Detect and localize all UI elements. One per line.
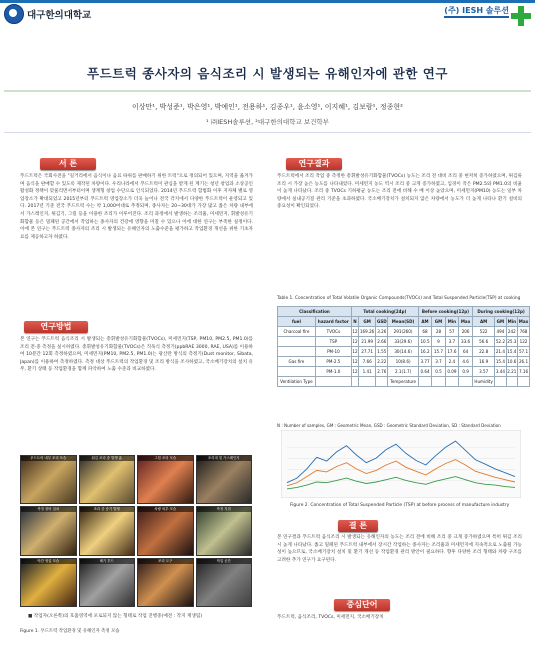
table-cell: 25.3 [506, 337, 517, 347]
table-sub-header: AM [418, 317, 431, 327]
table-cell: 2.1(1.7) [388, 367, 418, 377]
photo [20, 506, 77, 555]
photo [20, 558, 77, 607]
table-sub-header: Max [459, 317, 473, 327]
title-divider [4, 90, 531, 92]
table-top-header: Total cooking(24p) [351, 307, 418, 317]
table-sub-header: fuel [278, 317, 316, 327]
table-cell: Ventilation Type [278, 377, 316, 387]
table-row [278, 337, 530, 347]
table-cell: 7.66 [358, 357, 375, 367]
table-cell: 30(14.6) [388, 347, 418, 357]
table-cell: 57.1 [518, 347, 530, 357]
photo-label: 차량 외부 모습 [138, 507, 193, 512]
table-cell [518, 377, 530, 387]
table-cell: 9 [432, 337, 445, 347]
header-divider [4, 132, 531, 133]
photo [196, 558, 253, 607]
table-cell: 4.6 [459, 357, 473, 367]
section-header-conclusion: 결 론 [338, 520, 378, 532]
company-name: (주) IESH 솔루션 [444, 6, 509, 18]
table-1-caption: Table 1. Concentration of Total Volatile Organic Compounds(TVOCs) and Total Suspended Particle(TSP) at cooking [277, 296, 521, 301]
photo-note: ■ 작업자(오른쪽)의 호흡영역에 포로되지 않는 형태로 작업 진행중(예전 : 작지 재생됨) [28, 614, 203, 619]
table-cell: 15.4 [506, 347, 517, 357]
table-cell: 3.26 [376, 327, 388, 337]
table-cell: 64 [459, 347, 473, 357]
photo-label: 튀김 조리 중 발생 흄 [80, 456, 135, 461]
table-sub-header: GSD [376, 317, 388, 327]
table-cell [432, 377, 445, 387]
method-text: 본 연구는 푸드트럭 음식조리 시 발생되는 총휘발성유기화합물(TVOCs), 미세먼지(TSP, PM10, PM2.5, PM1.0)를 조리 전·중 측정을 실시하였다. 총휘발성유기화합물(TVOCs)은 직독식 측정기(ppbRAE 3000, RAE, USA)를 이용하여 10분간 12회 측정하였으며, 미세먼지(PM10, PM2.5, PM1.0)는 광산란 방식의 측정기(Dust monitor, Sibata, Japan)를 이용하여 측정하였다. 측정 대상 푸드트럭의 작업환경 및 조리 방식을 조사하였고, 국소배기장치의 설치 유무, 환기 상태 등 작업환경을 함께 파악하여 노출 수준과 비교하였다. [20, 337, 253, 373]
photo [79, 455, 136, 504]
table-cell: 33(29.6) [388, 337, 418, 347]
table-cell: 28 [432, 327, 445, 337]
table-sub-header: Min [506, 317, 517, 327]
table-cell: 16.9 [473, 357, 495, 367]
table-sub-header: Mean(SD) [388, 317, 418, 327]
photo [137, 506, 194, 555]
intro-text: 푸드트럭은 국회사전을 "길거리에서 음식이나 음료 따위를 판매하기 위한 트럭"으로 정의되어 있으며, 지역을 옮겨가며 음식을 판매할 수 있도록 제작된 차량이다. 우리나라에서 푸드트럭이 관심을 받게 된 계기는 청년 창업과 소상공인 활성화 정책이 맞물리면서부터이며 생계형 창업 수단으로 인식되었다. 2014년 푸드트럭 합법화 이후 지자체 별로 영업장소가 확대되었고 2015년부터 푸드트럭 영업장소가 더욱 늘어나 전국 각지에서 다양한 푸드트럭이 운영되고 있다. 2017년 기준 전국 푸드트럭 수는 약 1,000여대로 추정되며, 종사자는 20~30대가 가장 많고 좁은 차량 내부에서 가스레인지, 튀김기, 그릴 등을 이용한 조리가 이루어진다. 조리 과정에서 발생하는 조리흄, 미세먼지, 휘발성유기화합물 등은 밀폐된 공간에서 작업하는 종사자의 건강에 영향을 미칠 수 있으나 이에 대한 연구는 부족한 실정이다. 이에 본 연구는 푸드트럭 종사자의 조리 시 발생되는 유해인자의 노출수준을 평가하고 작업환경 개선을 위한 기초자료를 제공하고자 하였다. [20, 174, 253, 240]
table-top-header: During cooking(12p) [473, 307, 530, 317]
top-accent-line [0, 0, 535, 3]
table-cell: 3.7 [432, 357, 445, 367]
data-table [277, 306, 530, 387]
table-cell: 52.2 [495, 337, 506, 347]
table-cell: 242 [506, 327, 517, 337]
photo-label: 측정 지점 [197, 507, 252, 512]
table-row [278, 357, 530, 367]
table-cell [351, 377, 358, 387]
table-row [278, 367, 530, 377]
table-cell: 3.7 [445, 337, 458, 347]
table-cell: 0.9 [459, 367, 473, 377]
table-cell: 1.41 [358, 367, 375, 377]
table-cell: 169.26 [358, 327, 375, 337]
section-header-keywords: 중심단어 [334, 599, 390, 611]
table-sub-header: AM [473, 317, 495, 327]
table-cell: 0.64 [418, 367, 431, 377]
table-cell: 10.5 [418, 337, 431, 347]
table-top-header: Before cooking(12p) [418, 307, 472, 317]
table-cell: 2.66 [376, 337, 388, 347]
keywords-text: 푸드트럭, 음식조리, TVOCs, 미세먼지, 국소배기장치 [277, 615, 384, 620]
table-cell: 12 [351, 347, 358, 357]
table-top-header: Classification [278, 307, 352, 317]
table-cell [278, 337, 316, 347]
table-cell: 27.71 [358, 347, 375, 357]
table-cell: Gas fire [278, 357, 316, 367]
photo [196, 455, 253, 504]
table-cell [278, 367, 316, 377]
table-cell: 57 [445, 327, 458, 337]
photo-grid [20, 455, 252, 607]
table-cell: 122 [518, 337, 530, 347]
photo [137, 558, 194, 607]
photo-label: 작업 공간 [197, 559, 252, 564]
photo-label: 야간 영업 모습 [21, 559, 76, 564]
section-header-intro: 서 론 [40, 158, 96, 170]
result-text: 푸드트럭에서 조리 작업 중 측정한 총휘발성유기화합물(TVOCs) 농도는 조리 전 대비 조리 중 현저히 증가하였으며, 튀김류 조리 시 가장 높은 농도를 나타내었다. 미세먼지 농도 역시 조리 중 크게 증가하였고, 입경이 작은 PM2.5와 PM1.0의 비율이 높게 나타났다. 조리 중 TVOCs 기하평균 농도는 조리 전에 비해 수 배 이상 높았으며, 미세먼지(PM10) 농도는 일부 차량에서 실내공기질 관리 기준을 초과하였다. 국소배기장치가 설치되지 않은 차량에서 농도가 더 높게 나타나 환기 설비의 중요성이 확인되었다. [277, 174, 522, 210]
table-cell [278, 347, 316, 357]
table-cell: 10.6 [506, 357, 517, 367]
table-cell: 2.22 [376, 357, 388, 367]
photo-label: 조리 도구 [138, 559, 193, 564]
tsp-line-chart [281, 430, 521, 498]
university-emblem-icon [4, 4, 24, 24]
table-note: N : Number of samples, GM : Geometric Mean, GSD : Geometric Standard Deviation, SD : Standard Deviation [277, 423, 501, 428]
conclusion-text: 본 연구결과 푸드트럭 음식조리 시 발생되는 유해인자의 농도는 조리 전에 비해 조리 중 크게 증가하였으며 특히 튀김 조리 시 높게 나타났다. 좁고 밀폐된 푸드트럭 내부에서 장시간 작업하는 종사자는 조리흄과 미세먼지에 지속적으로 노출될 가능성이 높으므로, 국소배기장치 설치 및 환기 개선 등 작업환경 관리 방안이 필요하다. 향후 다양한 조리 형태와 차량 구조를 고려한 추가 연구가 요구된다. [277, 535, 522, 563]
table-cell [376, 377, 388, 387]
photo-label: 조리 중 증기 발생 [80, 507, 135, 512]
table-row [278, 327, 530, 337]
table-cell [495, 377, 506, 387]
table-cell: 12 [351, 327, 358, 337]
table-cell: 15.4 [495, 357, 506, 367]
table-cell: 3.44 [495, 367, 506, 377]
table-cell: 3.77 [418, 357, 431, 367]
photo-label: 푸드트럭 내부 조리 모습 [21, 456, 76, 461]
paper-title: 푸드트럭 종사자의 음식조리 시 발생되는 유해인자에 관한 연구 [87, 66, 448, 81]
table-cell: 3.57 [473, 367, 495, 377]
table-cell: Charcoal fire [278, 327, 316, 337]
section-header-method: 연구방법 [24, 321, 88, 333]
table-cell: 12 [351, 357, 358, 367]
table-cell: 10(8.6) [388, 357, 418, 367]
table-cell: TVOCs [315, 327, 351, 337]
photo-label: 배기 후드 [80, 559, 135, 564]
table-sub-header: Min [445, 317, 458, 327]
table-sub-header: GM [358, 317, 375, 327]
table-cell: 21.4 [495, 347, 506, 357]
table-cell: 7.16 [518, 367, 530, 377]
table-row [278, 377, 530, 387]
table-cell [358, 377, 375, 387]
photo-label: 측정 장비 설치 [21, 507, 76, 512]
table-cell: 12 [351, 367, 358, 377]
table-cell: PM-2.5 [315, 357, 351, 367]
table-cell: 15.7 [432, 347, 445, 357]
table-sub-header: hazard factor [315, 317, 351, 327]
section-header-result: 연구결과 [286, 158, 342, 170]
photo [79, 506, 136, 555]
university-name: 대구한의대학교 [27, 10, 92, 21]
table-cell: 206 [459, 327, 473, 337]
table-cell: 0.5 [432, 367, 445, 377]
table-cell: 2.21 [506, 367, 517, 377]
table-cell: PM-1.0 [315, 367, 351, 377]
table-cell: 522 [473, 327, 495, 337]
photo [20, 455, 77, 504]
table-cell [418, 377, 431, 387]
table-cell: 16.2 [418, 347, 431, 357]
table-cell: PM-10 [315, 347, 351, 357]
table-cell [315, 377, 351, 387]
photo [79, 558, 136, 607]
table-sub-header: Max [518, 317, 530, 327]
table-sub-header: GM [495, 317, 506, 327]
table-cell: 2.4 [445, 357, 458, 367]
table-cell: 56.6 [473, 337, 495, 347]
figure-2-caption: Figure 2. Concentration of Total Suspended Particle (TSP) at before process of manufacture industry [290, 503, 510, 508]
table-cell: 26.1 [518, 357, 530, 367]
table-sub-header: GM [432, 317, 445, 327]
photo-label: 조리대 및 가스레인지 [197, 456, 252, 461]
table-cell: 0.09 [445, 367, 458, 377]
table-cell: 1.55 [376, 347, 388, 357]
table-cell: 291(260) [388, 327, 418, 337]
table-cell [506, 377, 517, 387]
company-logo [444, 6, 531, 26]
table-cell [459, 377, 473, 387]
figure-1-caption: Figure 1. 푸드트럭 작업환경 및 유해인자 측정 모습 [20, 629, 120, 634]
table-row [278, 347, 530, 357]
table-cell: 768 [518, 327, 530, 337]
table-cell: 12 [351, 337, 358, 347]
university-logo [4, 4, 91, 24]
affiliations: ¹ ㈜IESH솔루션, ²대구한의대학교 보건학부 [206, 118, 329, 126]
photo-label: 그릴 조리 모습 [138, 456, 193, 461]
photo [196, 506, 253, 555]
photo [137, 455, 194, 504]
table-cell: 494 [495, 327, 506, 337]
table-cell: TSP [315, 337, 351, 347]
author-list: 이상만¹, 박성준¹, 박은영¹, 박예인¹, 전용하¹, 김종우¹, 윤소영¹, 이지혜¹, 김보람¹, 정종현² [132, 103, 403, 111]
table-cell: Temperature [388, 377, 418, 387]
table-cell: 22.8 [473, 347, 495, 357]
table-cell: 33.6 [459, 337, 473, 347]
green-cross-icon [511, 6, 531, 26]
table-cell: 68 [418, 327, 431, 337]
table-cell: 2.76 [376, 367, 388, 377]
table-sub-header: N [351, 317, 358, 327]
table-cell: 21.99 [358, 337, 375, 347]
table-cell [445, 377, 458, 387]
table-cell: Humidity [473, 377, 495, 387]
table-cell: 17.6 [445, 347, 458, 357]
